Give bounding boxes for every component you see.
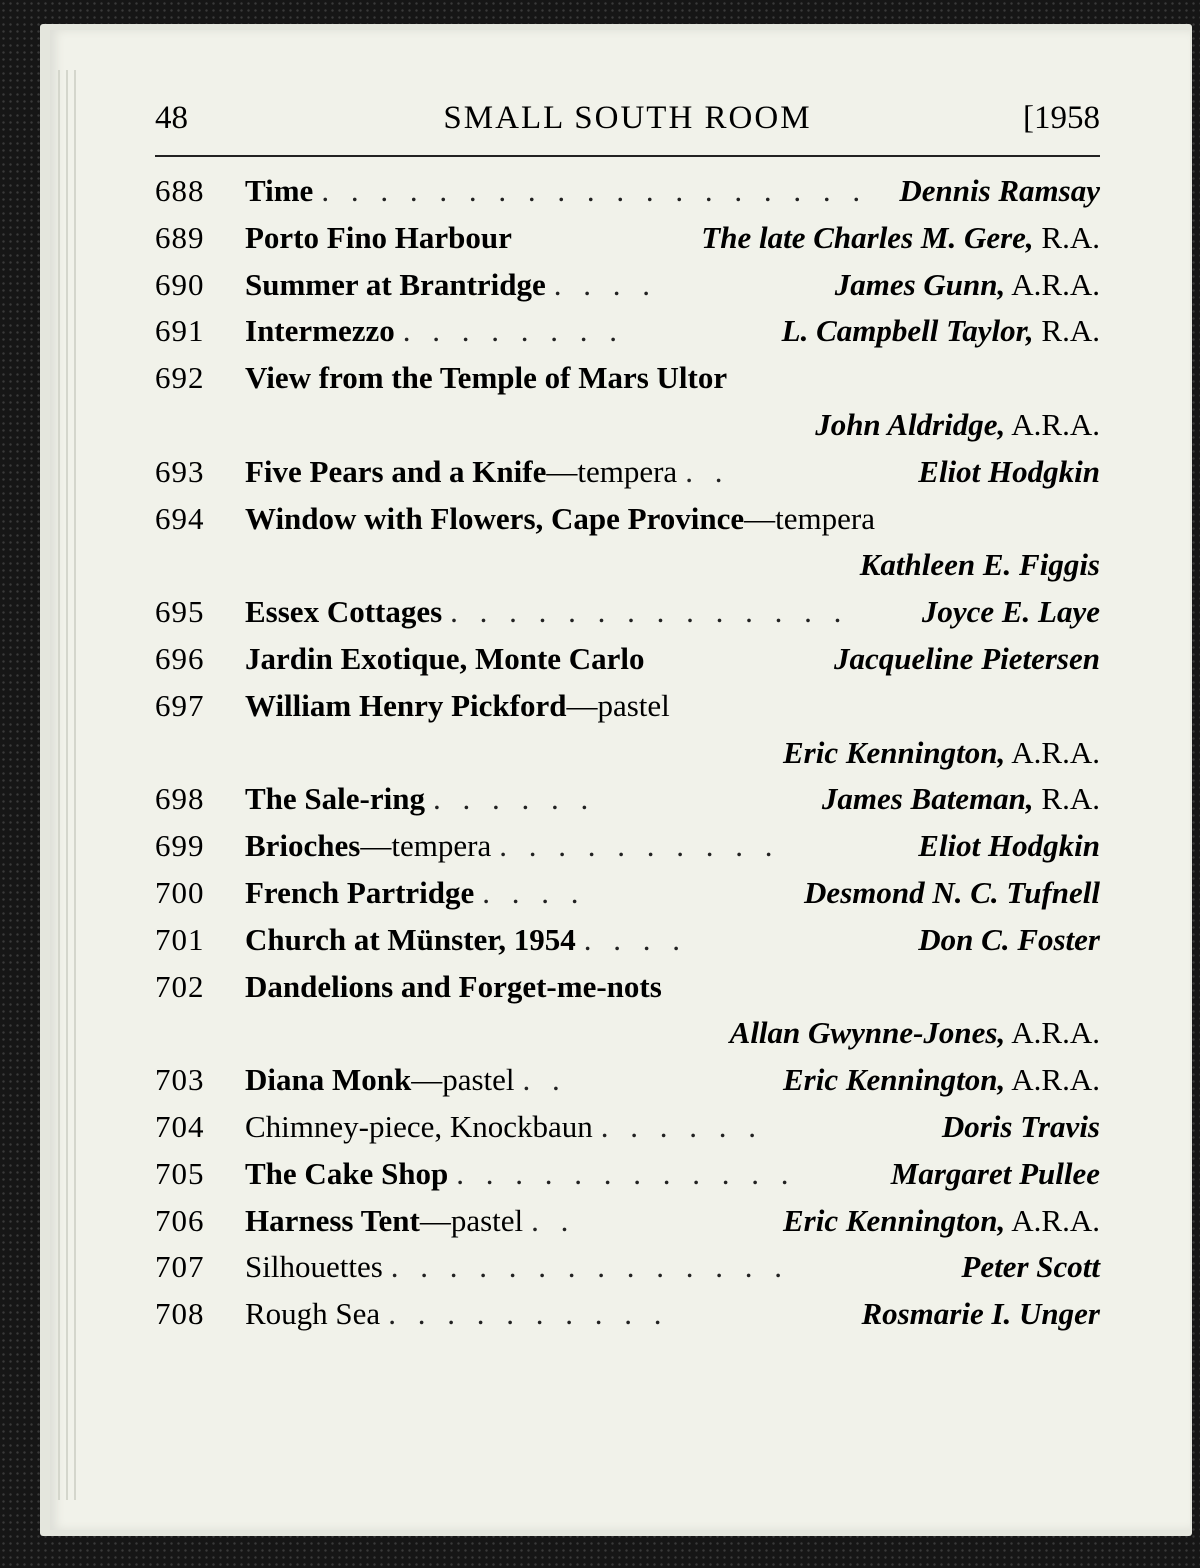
artist-honour: A.R.A. [1005,266,1100,302]
entry-title: Chimney-piece, Knockbaun [245,1108,593,1144]
artist-name: James Bateman, [821,781,1034,817]
artist-name: L. Campbell Taylor, [781,313,1034,349]
entry-artist: Don C. Foster [918,921,1100,957]
entry-number: 696 [155,640,205,676]
artist-honour: R.A. [1033,313,1100,349]
entry-artist [782,308,1100,355]
entry-title: French Partridge [245,874,475,910]
title-text: Harness Tent [245,1202,420,1238]
entry-artist: Jacqueline Pietersen [833,640,1100,676]
entry-694-artist-line [155,542,1100,589]
entry-number: 694 [155,500,205,536]
artist-honour: R.A. [1033,219,1100,255]
artist-honour: R.A. [1033,781,1100,817]
entry-number: 704 [155,1108,205,1144]
artist-name: Eric Kennington, [783,1202,1006,1238]
dot-leader: . . . . [583,921,687,957]
entry-medium: —tempera [744,500,875,536]
dot-leader: . . . . . . [432,781,596,817]
entry-695 [155,589,1100,636]
entry-number: 702 [155,968,205,1004]
dot-leader: . . . . [482,874,586,910]
page-number: 48 [155,100,188,136]
entry-title [245,1198,523,1245]
entry-706 [155,1198,1100,1245]
title-text: Five Pears and a Knife [245,453,547,489]
entry-number: 708 [155,1296,205,1332]
entry-title: Essex Cottages [245,594,443,630]
entry-number: 697 [155,687,205,723]
entry-number: 705 [155,1155,205,1191]
entry-707 [155,1244,1100,1291]
entry-artist: Dennis Ramsay [899,173,1100,208]
entry-artist [783,1198,1100,1245]
entry-number: 695 [155,594,205,630]
artist-name: Allan Gwynne-Jones, [729,1015,1006,1051]
page-edge-line [66,70,68,1500]
entry-title [245,449,677,496]
dot-leader: . . [531,1202,576,1238]
entry-number: 688 [155,173,205,208]
running-title: SMALL SOUTH ROOM [443,100,812,136]
catalogue-year: [1958 [1023,100,1100,136]
page-edge-line [74,70,76,1500]
entry-701 [155,917,1100,964]
artist-name: James Gunn, [834,266,1006,302]
entry-title [245,496,875,543]
entry-title: Dandelions and Forget-me-nots [245,968,662,1004]
dot-leader: . . . . . . . . . . [388,1296,669,1332]
entry-number: 701 [155,921,205,957]
page-edge-line [58,70,60,1500]
dot-leader: . . . . . . . . . . . . [456,1155,796,1191]
entry-artist: Doris Travis [941,1108,1100,1144]
artist-name: Eric Kennington, [783,1062,1006,1098]
entry-artist [701,215,1100,262]
entry-artist: Kathleen E. Figgis [859,547,1100,583]
entry-693 [155,449,1100,496]
artist-honour: A.R.A. [1005,406,1100,442]
entry-690 [155,262,1100,309]
dot-leader: . . . . . . . . . . . . . . [390,1249,790,1285]
dot-leader: . . [522,1062,567,1098]
entry-medium: —tempera [360,828,492,864]
entry-title: Jardin Exotique, Monte Carlo [245,640,645,676]
entry-title: The Cake Shop [245,1155,449,1191]
entry-title: Rough Sea [245,1296,381,1332]
entry-705 [155,1151,1100,1198]
dot-leader: . . . . . . . . . . . . . . . . . . . [321,173,868,208]
entry-688 [155,168,1100,215]
entry-708 [155,1291,1100,1338]
entry-title: Porto Fino Harbour [245,219,512,255]
dot-leader: . . . . . . [600,1108,764,1144]
entry-689 [155,215,1100,262]
entry-title: View from the Temple of Mars Ultor [245,360,728,396]
dot-leader: . . . . . . . . [402,313,624,349]
entry-title: Silhouettes [245,1249,383,1285]
artist-honour: A.R.A. [1005,1015,1100,1051]
entry-number: 693 [155,453,205,489]
entry-number: 692 [155,360,205,396]
entry-number: 690 [155,266,205,302]
artist-name: Eric Kennington, [783,734,1006,770]
entry-number: 699 [155,828,205,864]
entry-number: 691 [155,313,205,349]
entry-691 [155,308,1100,355]
entry-697-artist-line [155,730,1100,777]
entry-696 [155,636,1100,683]
entry-704 [155,1104,1100,1151]
entry-artist [835,262,1100,309]
entry-title [245,683,670,730]
artist-honour: A.R.A. [1005,734,1100,770]
entry-medium: —pastel [566,687,670,723]
entry-692-artist-line [155,402,1100,449]
entry-698 [155,776,1100,823]
artist-honour: A.R.A. [1005,1062,1100,1098]
entry-title: Church at Münster, 1954 [245,921,576,957]
entry-title [245,1057,515,1104]
header-rule [155,155,1100,157]
entry-699 [155,823,1100,870]
entry-title: Time [245,173,314,208]
title-text: Diana Monk [245,1062,412,1098]
entry-artist [730,1010,1100,1057]
entry-694 [155,496,1100,543]
entry-medium: —tempera [546,453,678,489]
entry-number: 698 [155,781,205,817]
title-text: Brioches [245,828,361,864]
entry-artist [783,730,1100,777]
entry-number: 706 [155,1202,205,1238]
entry-number: 689 [155,219,205,255]
running-header [155,100,1100,148]
entry-artist [815,402,1100,449]
entry-artist: Rosmarie I. Unger [861,1296,1100,1332]
entry-number: 707 [155,1249,205,1285]
dot-leader: . . . . . . . . . . [499,828,780,864]
artist-name: The late Charles M. Gere, [701,219,1034,255]
dot-leader: . . . . [553,266,658,302]
entry-artist: Desmond N. C. Tufnell [804,874,1100,910]
entry-title: Intermezzo [245,313,395,349]
entry-medium: —pastel [411,1062,515,1098]
entry-artist [822,776,1100,823]
artist-honour: A.R.A. [1005,1202,1100,1238]
entry-artist: Eliot Hodgkin [918,453,1100,489]
entry-artist: Eliot Hodgkin [918,828,1100,864]
entry-artist: Joyce E. Laye [921,594,1100,630]
entry-number: 700 [155,874,205,910]
entry-number: 703 [155,1062,205,1098]
entry-artist: Margaret Pullee [890,1155,1100,1191]
entry-697 [155,683,1100,730]
dot-leader: . . . . . . . . . . . . . . [450,594,849,630]
entry-artist [783,1057,1100,1104]
entry-702-artist-line [155,1010,1100,1057]
entry-title: The Sale-ring [245,781,425,817]
entry-692 [155,355,1100,402]
title-text: Window with Flowers, Cape Province [245,500,745,536]
entry-medium: —pastel [419,1202,524,1238]
entry-title: Summer at Brantridge [245,266,546,302]
entry-702 [155,964,1100,1011]
entry-title [245,823,491,870]
entry-700 [155,870,1100,917]
dot-leader: . . [685,453,730,489]
entry-artist: Peter Scott [961,1249,1100,1285]
title-text: William Henry Pickford [245,687,567,723]
artist-name: John Aldridge, [815,406,1006,442]
entry-703 [155,1057,1100,1104]
catalogue-entries [155,168,1100,1338]
